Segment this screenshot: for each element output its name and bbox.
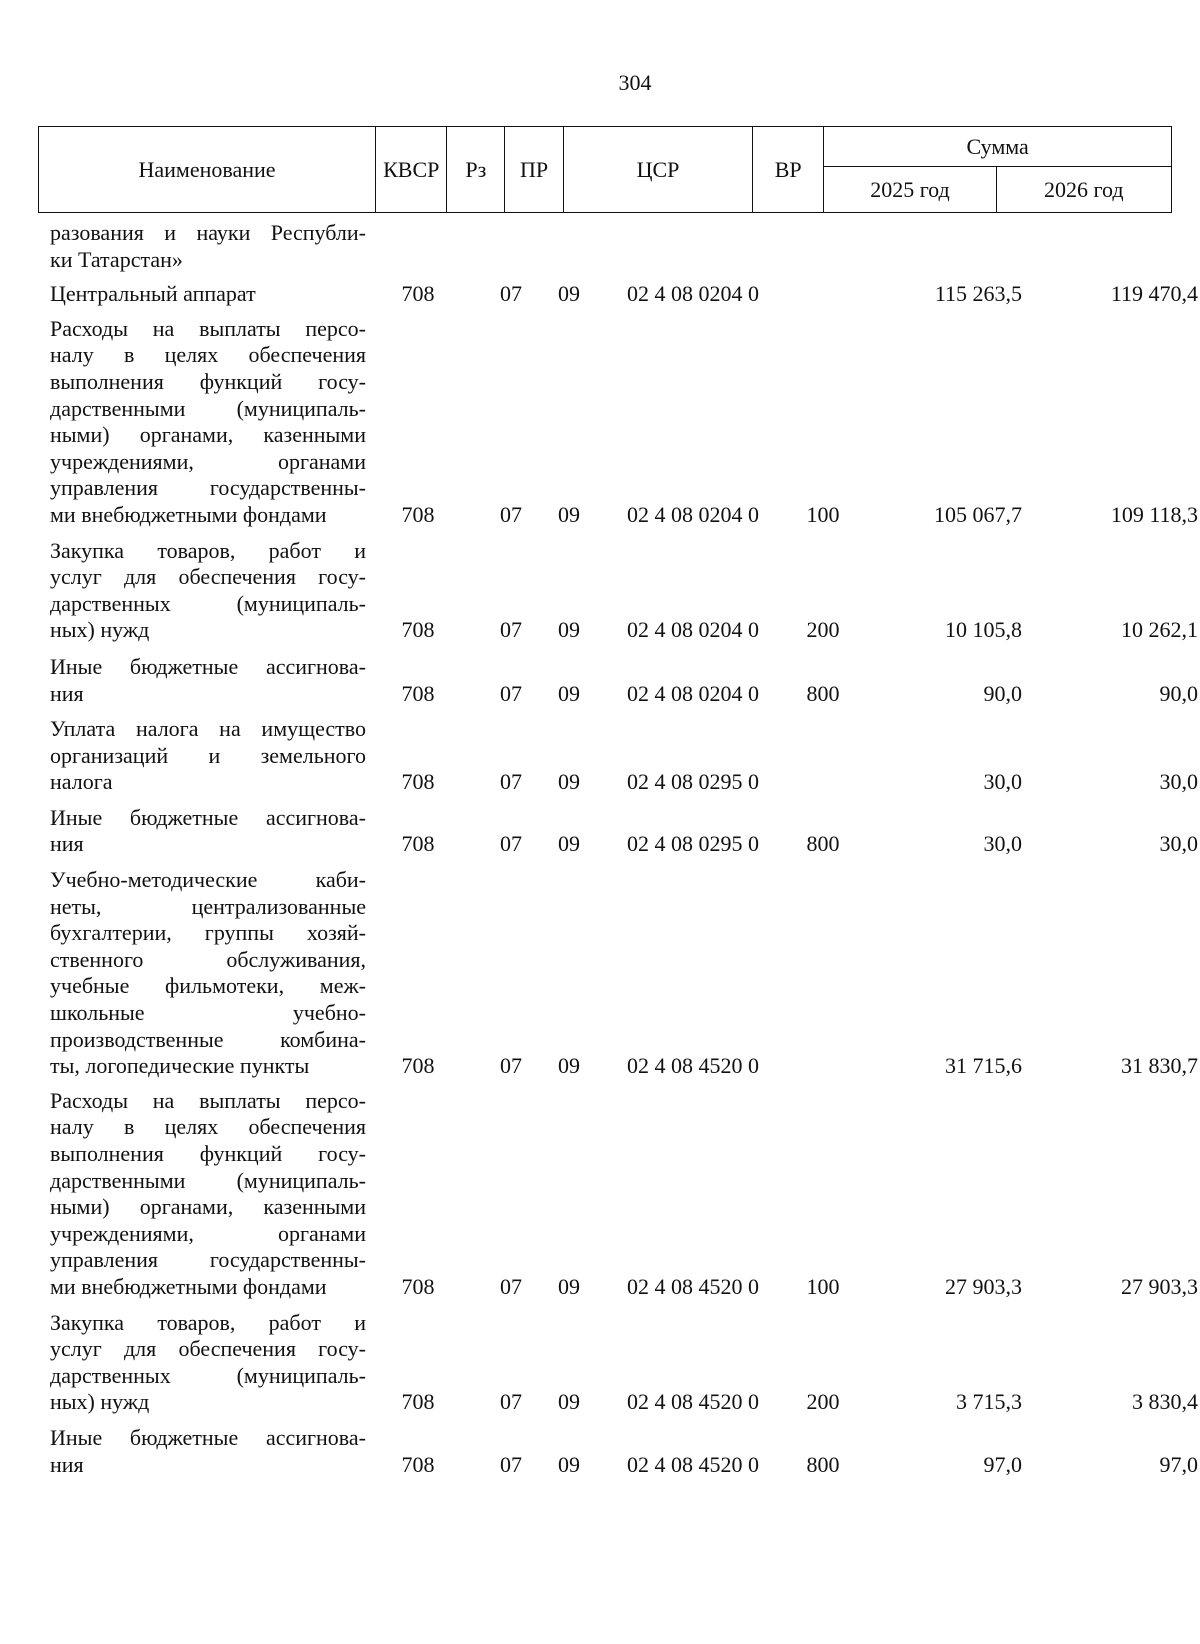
cell-pr: 09	[558, 1053, 580, 1079]
cell-pr: 09	[558, 831, 580, 857]
table-body	[38, 212, 1198, 1478]
row-name-line: ния	[50, 680, 84, 706]
row-values	[38, 617, 1198, 644]
row-values	[38, 1451, 1198, 1479]
row-name-line: Расходы на выплаты персо-	[50, 1087, 366, 1113]
cell-vr: 800	[806, 1451, 840, 1477]
row-name-line: неты, централизованные	[50, 893, 366, 919]
cell-pr: 09	[558, 617, 580, 643]
row-name-line: налу в целях обеспечения	[50, 342, 366, 368]
cell-vr: 800	[806, 831, 840, 857]
cell-rz: 07	[500, 1451, 522, 1477]
cell-rz: 07	[500, 769, 522, 795]
cell-rz: 07	[500, 831, 522, 857]
row-name-line: ственного обслуживания,	[50, 946, 366, 972]
row-name-line: Учебно-методические каби-	[50, 867, 366, 893]
table-row	[38, 1309, 1198, 1416]
row-name-line: выполнения функций госу-	[50, 368, 366, 394]
header-csr: ЦСР	[563, 127, 752, 213]
row-name-line: услуг для обеспечения госу-	[50, 1336, 366, 1362]
table-row	[38, 281, 1198, 308]
row-name-line: ки Татарстан»	[50, 246, 183, 272]
cell-vr: 200	[806, 617, 840, 643]
table-row	[38, 653, 1198, 707]
cell-kvsr: 708	[401, 1451, 435, 1477]
row-name-line: Иные бюджетные ассигнова-	[50, 804, 366, 830]
cell-rz: 07	[500, 1273, 522, 1299]
header-year-2025: 2025 год	[824, 167, 996, 213]
cell-vr: 200	[806, 1389, 840, 1415]
row-name-line: ными) органами, казенными	[50, 422, 366, 448]
cell-kvsr: 708	[401, 617, 435, 643]
cell-csr: 02 4 08 4520 0	[627, 1053, 759, 1079]
cell-pr: 09	[558, 769, 580, 795]
cell-pr: 09	[558, 501, 580, 527]
cell-pr: 09	[558, 281, 580, 307]
cell-rz: 07	[500, 617, 522, 643]
cell-sum-2026: 27 903,3	[1121, 1273, 1198, 1299]
row-name-line: налу в целях обеспечения	[50, 1114, 366, 1140]
cell-rz: 07	[500, 281, 522, 307]
cell-kvsr: 708	[401, 501, 435, 527]
cell-csr: 02 4 08 0204 0	[627, 617, 759, 643]
header-name: Наименование	[39, 127, 376, 213]
row-name-line: школьные учебно-	[50, 1000, 366, 1026]
row-name-line: выполнения функций госу-	[50, 1141, 366, 1166]
header-pr: ПР	[505, 127, 564, 213]
cell-sum-2025: 27 903,3	[945, 1273, 1022, 1299]
cell-sum-2025: 105 067,7	[934, 501, 1022, 527]
cell-kvsr: 708	[401, 1053, 435, 1079]
table-row	[38, 537, 1198, 644]
row-name	[50, 867, 366, 1080]
cell-sum-2026: 31 830,7	[1121, 1053, 1198, 1079]
row-name-line: ми внебюджетными фондами	[50, 501, 327, 527]
header-kvsr: КВСР	[376, 127, 447, 213]
cell-sum-2025: 30,0	[983, 769, 1022, 795]
cell-sum-2026: 30,0	[1159, 769, 1198, 795]
cell-kvsr: 708	[401, 281, 435, 307]
table-row	[38, 315, 1198, 529]
cell-sum-2025: 3 715,3	[956, 1389, 1022, 1415]
cell-vr: 800	[806, 680, 840, 706]
table-header	[38, 126, 1172, 213]
row-name-line: ных) нужд	[50, 617, 150, 643]
row-values	[38, 501, 1198, 529]
cell-sum-2025: 115 263,5	[934, 281, 1022, 307]
row-name-line: ными) органами, казенными	[50, 1194, 366, 1220]
row-name-line: управления государственны-	[50, 475, 366, 501]
row-name-line: услуг для обеспечения госу-	[50, 564, 366, 590]
row-values	[38, 680, 1198, 708]
cell-pr: 09	[558, 1451, 580, 1477]
row-name-line: производственные комбина-	[50, 1026, 366, 1052]
row-name-line: Закупка товаров, работ и	[50, 1309, 366, 1335]
row-name-line: учреждениями, органами	[50, 448, 366, 474]
cell-kvsr: 708	[401, 680, 435, 706]
cell-sum-2025: 31 715,6	[945, 1053, 1022, 1079]
cell-csr: 02 4 08 0204 0	[627, 501, 759, 527]
cell-sum-2026: 30,0	[1159, 831, 1198, 857]
cell-sum-2026: 90,0	[1159, 680, 1198, 706]
row-name-line: Расходы на выплаты персо-	[50, 315, 366, 341]
cell-pr: 09	[558, 1273, 580, 1299]
row-values	[38, 1273, 1198, 1301]
row-name-line: Иные бюджетные ассигнова-	[50, 653, 366, 679]
cell-kvsr: 708	[401, 831, 435, 857]
cell-sum-2026: 109 118,3	[1110, 501, 1198, 527]
row-values	[38, 247, 1172, 274]
row-name-line: Закупка товаров, работ и	[50, 537, 366, 563]
header-sum: Сумма	[824, 127, 1172, 167]
row-name-line: учебные фильмотеки, меж-	[50, 973, 366, 999]
cell-sum-2025: 10 105,8	[945, 617, 1022, 643]
header-rz: Рз	[447, 127, 505, 213]
row-name	[50, 316, 366, 529]
table-row	[38, 867, 1198, 1080]
row-name-line: учреждениями, органами	[50, 1220, 366, 1246]
row-name-line: ми внебюджетными фондами	[50, 1273, 327, 1299]
row-name-line: ния	[50, 1451, 84, 1477]
cell-csr: 02 4 08 4520 0	[627, 1389, 759, 1415]
row-name-line: дарственными (муниципаль-	[50, 395, 366, 421]
row-name-line: управления государственны-	[50, 1247, 366, 1273]
cell-pr: 09	[558, 1389, 580, 1415]
cell-csr: 02 4 08 0204 0	[627, 680, 759, 706]
row-name-line: ты, логопедические пункты	[50, 1053, 310, 1079]
row-values	[38, 1389, 1198, 1416]
cell-csr: 02 4 08 0295 0	[627, 769, 759, 795]
table-row	[38, 1087, 1198, 1301]
row-name	[50, 1088, 366, 1301]
cell-csr: 02 4 08 4520 0	[627, 1273, 759, 1299]
header-vr: ВР	[752, 127, 823, 213]
cell-sum-2026: 3 830,4	[1132, 1389, 1198, 1415]
cell-rz: 07	[500, 501, 522, 527]
cell-rz: 07	[500, 1053, 522, 1079]
cell-rz: 07	[500, 1389, 522, 1415]
cell-sum-2025: 90,0	[983, 680, 1022, 706]
table-row	[38, 220, 1172, 273]
row-name-line: ных) нужд	[50, 1389, 150, 1415]
row-name-line: Иные бюджетные ассигнова-	[50, 1424, 366, 1450]
table-row	[38, 716, 1198, 796]
row-name-line: бухгалтерии, группы хозяй-	[50, 920, 366, 946]
cell-csr: 02 4 08 0204 0	[627, 281, 759, 307]
cell-kvsr: 708	[401, 1273, 435, 1299]
row-name-line: разования и науки Республи-	[50, 220, 366, 245]
cell-sum-2026: 97,0	[1159, 1451, 1198, 1477]
row-name-line: Уплата налога на имущество	[50, 716, 366, 742]
row-name-line: ния	[50, 831, 84, 857]
row-name-line: дарственными (муниципаль-	[50, 1167, 366, 1193]
cell-sum-2026: 119 470,4	[1110, 281, 1198, 307]
cell-csr: 02 4 08 0295 0	[627, 831, 759, 857]
row-values	[38, 281, 1198, 308]
row-values	[38, 831, 1198, 858]
row-values	[38, 1053, 1198, 1080]
row-values	[38, 769, 1198, 796]
cell-sum-2026: 10 262,1	[1121, 617, 1198, 643]
cell-csr: 02 4 08 4520 0	[627, 1451, 759, 1477]
cell-vr: 100	[806, 1273, 840, 1299]
cell-kvsr: 708	[401, 1389, 435, 1415]
table-row	[38, 1424, 1198, 1478]
cell-sum-2025: 30,0	[983, 831, 1022, 857]
cell-pr: 09	[558, 680, 580, 706]
row-name-line: организаций и земельного	[50, 742, 366, 768]
table-row	[38, 804, 1198, 858]
header-year-2026: 2026 год	[996, 167, 1171, 213]
cell-sum-2025: 97,0	[983, 1451, 1022, 1477]
row-name-line: дарственных (муниципаль-	[50, 1362, 366, 1388]
cell-rz: 07	[500, 680, 522, 706]
row-name-line: Центральный аппарат	[50, 281, 256, 307]
row-name-line: дарственных (муниципаль-	[50, 590, 366, 616]
page-number: 304	[618, 70, 652, 95]
cell-kvsr: 708	[401, 769, 435, 795]
cell-vr: 100	[806, 501, 840, 527]
row-name-line: налога	[50, 769, 113, 795]
